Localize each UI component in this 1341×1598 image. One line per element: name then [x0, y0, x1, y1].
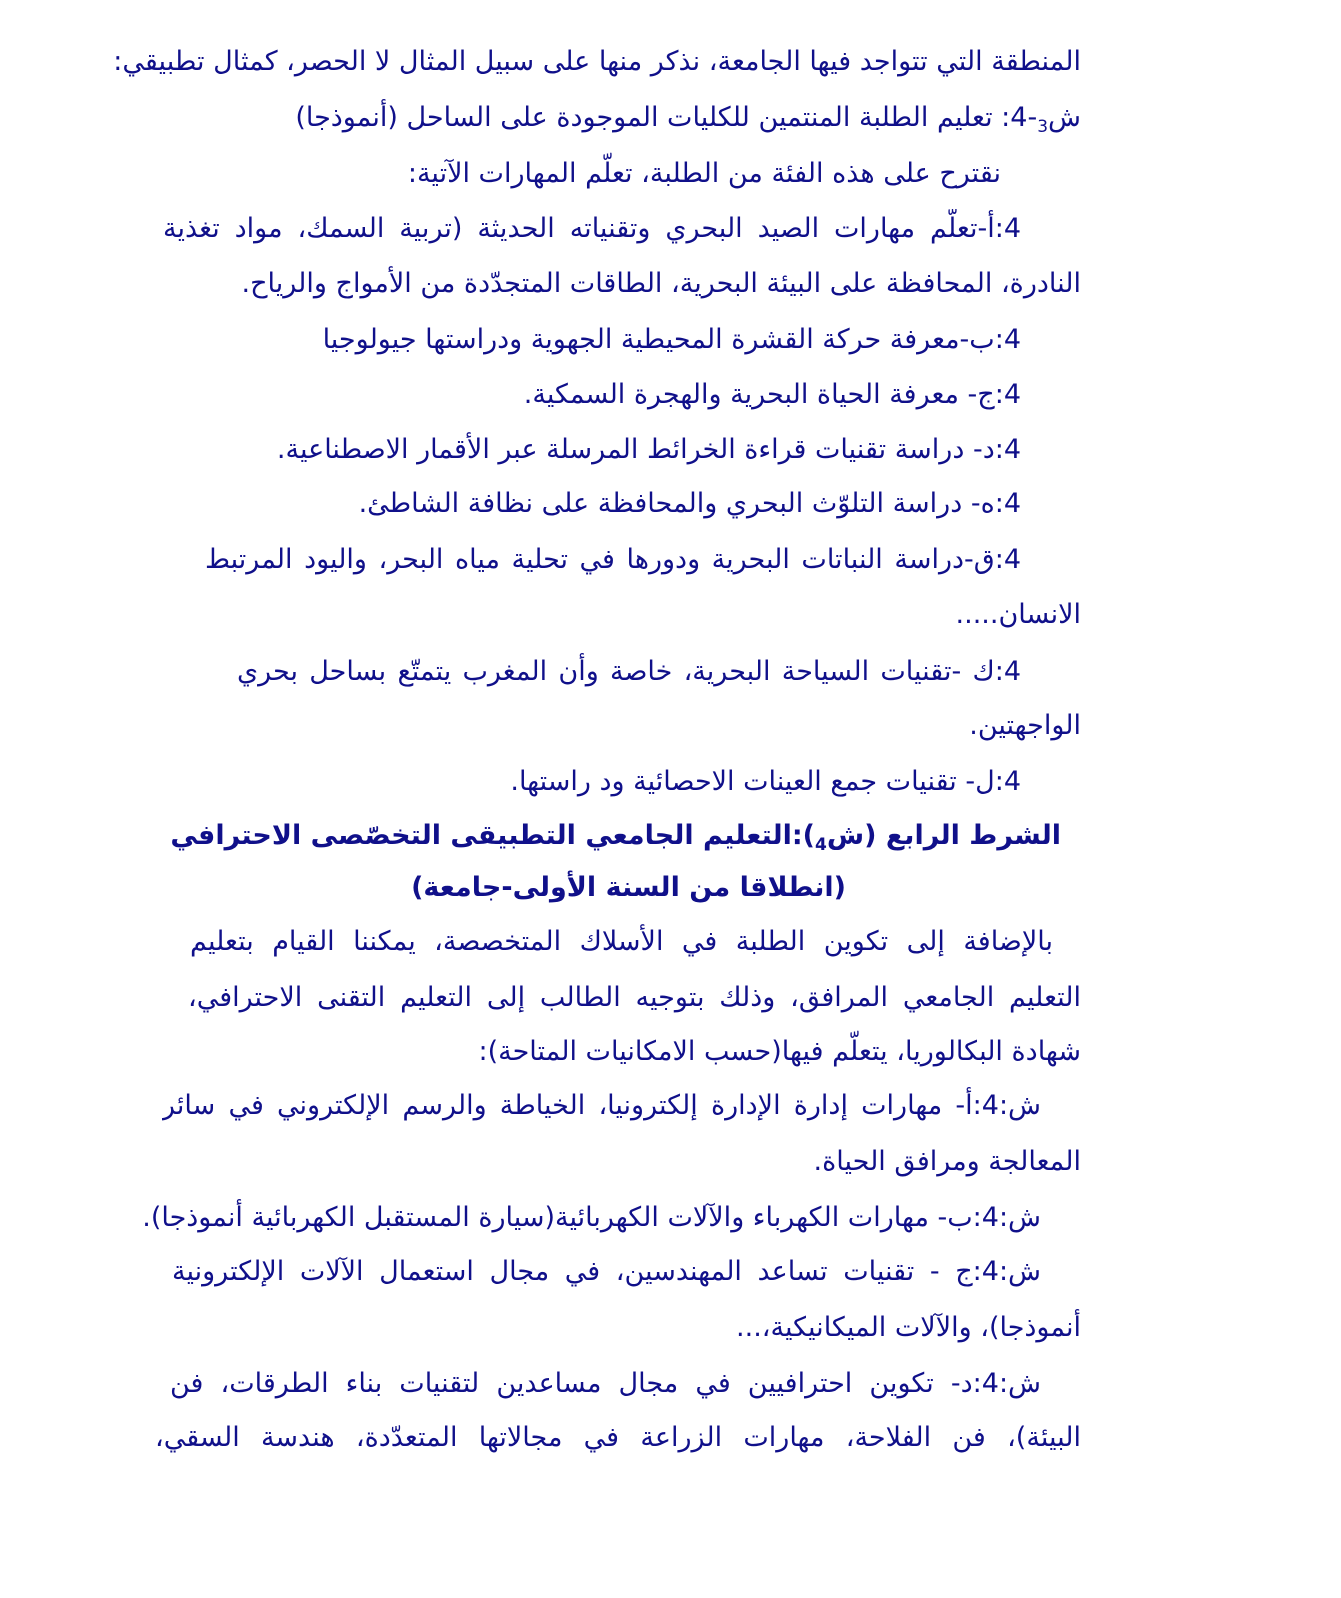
text-line-3: نقترح على هذه الفئة من الطلبة، تعلّم المهارات الآتية: — [407, 158, 1001, 189]
text-line-2-pre: ش — [1048, 102, 1081, 133]
section-heading-sub: 4 — [815, 835, 827, 855]
text-line-6: 4:ب-معرفة حركة القشرة المحيطية الجهوية ودراستها جيولوجيا — [322, 324, 1021, 355]
text-line-22: ش:4:ب- مهارات الكهرباء والآلات الكهربائية(سيارة المستقبل الكهربائية أنموذجا). — [142, 1202, 1041, 1233]
text-line-2 — [295, 98, 1081, 138]
text-line-8: 4:د- دراسة تقنيات قراءة الخرائط المرسلة عبر الأقمار الاصطناعية. — [276, 434, 1021, 465]
text-line-1: المنطقة التي تتواجد فيها الجامعة، نذكر منها على سبيل المثال لا الحصر، كمثال تطبيقي: — [113, 46, 1081, 77]
text-line-4: 4:أ-تعلّم مهارات الصيد البحري وتقنياته الحديثة (تربية السمك، مواد تغذية — [163, 213, 1021, 244]
text-line-5: النادرة، المحافظة على البيئة البحرية، الطاقات المتجدّدة من الأمواج والرياح. — [241, 268, 1081, 299]
text-line-10: 4:ق-دراسة النباتات البحرية ودورها في تحلية مياه البحر، واليود المرتبط — [205, 544, 1021, 575]
text-line-18: التعليم الجامعي المرافق، وذلك بتوجيه الطالب إلى التعليم التقنى الاحترافي، — [188, 982, 1081, 1013]
text-line-13: الواجهتين. — [969, 710, 1081, 741]
text-line-7: 4:ج- معرفة الحياة البحرية والهجرة السمكية. — [523, 379, 1021, 410]
text-line-11: الانسان..... — [955, 599, 1081, 630]
text-line-9: 4:ه- دراسة التلوّث البحري والمحافظة على نظافة الشاطئ. — [358, 488, 1021, 519]
text-line-20: ش:4:أ- مهارات إدارة الإدارة إلكترونيا، الخياطة والرسم الإلكتروني في سائر — [162, 1090, 1041, 1121]
text-line-14: 4:ل- تقنيات جمع العينات الاحصائية ود راستها. — [510, 766, 1021, 797]
section-heading-pre: الشرط الرابع (ش — [826, 820, 1061, 851]
text-line-21: المعالجة ومرافق الحياة. — [813, 1146, 1081, 1177]
text-line-26: البيئة)، فن الفلاحة، مهارات الزراعة في مجالاتها المتعدّدة، هندسة السقي، — [155, 1422, 1081, 1453]
text-line-17: بالإضافة إلى تكوين الطلبة في الأسلاك المتخصصة، يمكننا القيام بتعليم — [190, 926, 1053, 957]
text-line-24: أنموذجا)، والآلات الميكانيكية،... — [736, 1312, 1081, 1343]
text-line-2-sub: 3 — [1037, 117, 1049, 137]
section-subheading: (انطلاقا من السنة الأولى-جامعة) — [411, 872, 846, 903]
text-line-12: 4:ك -تقنيات السياحة البحرية، خاصة وأن المغرب يتمتّع بساحل بحري — [237, 656, 1021, 687]
text-line-25: ش:4:د- تكوين احترافيين في مجال مساعدين لتقنيات بناء الطرقات، فن — [170, 1368, 1041, 1399]
section-heading-post: ):التعليم الجامعي التطبيقى التخصّصى الاحترافي — [170, 820, 816, 851]
text-line-19: شهادة البكالوريا، يتعلّم فيها(حسب الامكانيات المتاحة): — [478, 1036, 1081, 1067]
text-line-2-post: -4: تعليم الطلبة المنتمين للكليات الموجودة على الساحل (أنموذجا) — [295, 102, 1038, 133]
text-line-23: ش:4:ج - تقنيات تساعد المهندسين، في مجال استعمال الآلات الإلكترونية — [172, 1256, 1041, 1287]
section-heading — [170, 816, 1061, 856]
